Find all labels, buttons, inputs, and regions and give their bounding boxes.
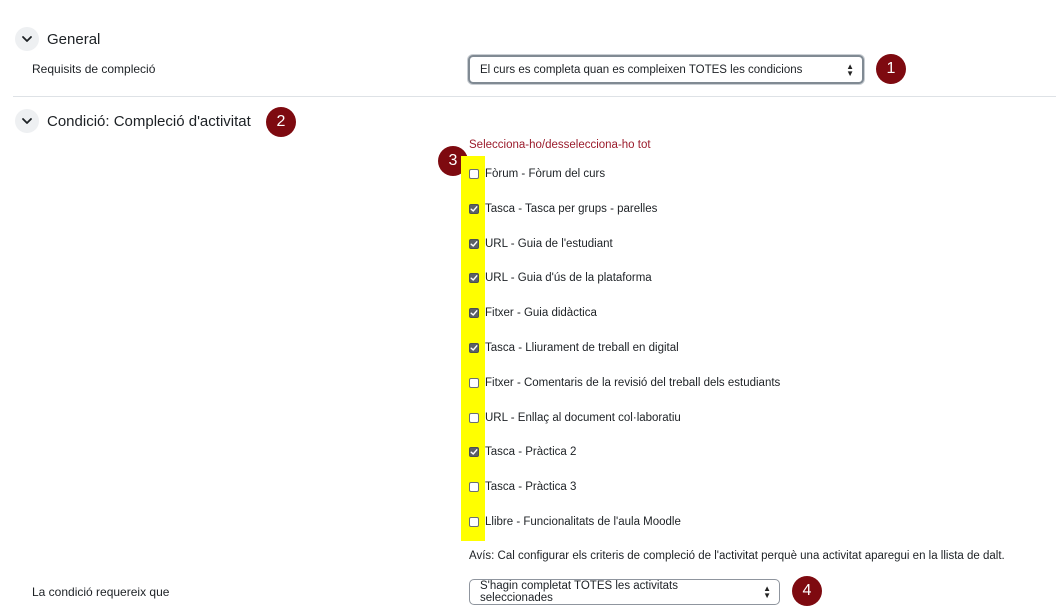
section-divider (13, 96, 1056, 97)
check-icon (470, 274, 478, 282)
condition-collapse-button[interactable] (15, 109, 39, 133)
activity-label: Fitxer - Guia didàctica (485, 307, 597, 320)
activity-checkbox[interactable] (469, 517, 479, 527)
activity-label: Tasca - Lliurament de treball en digital (485, 342, 679, 354)
completion-notice: Avís: Cal configurar els criteris de compleció de l'activitat perquè una activitat aparegui en la llista de dalt. (469, 550, 1005, 562)
activity-label: URL - Guia d'ús de la plataforma (485, 272, 652, 285)
activity-checkbox[interactable] (469, 413, 479, 423)
condition-section-header (15, 109, 251, 133)
activity-checkbox[interactable] (469, 169, 479, 179)
activity-label: Tasca - Tasca per grups - parelles (485, 202, 658, 215)
callout-badge-2: 2 (266, 107, 296, 137)
activity-label: Llibre - Funcionalitats de l'aula Moodle (485, 516, 681, 528)
activity-checkbox[interactable] (469, 378, 479, 388)
activity-label: URL - Guia de l'estudiant (485, 237, 613, 250)
completion-requirements-select[interactable] (468, 55, 864, 84)
activity-checkbox[interactable] (469, 343, 479, 353)
activity-label: Tasca - Pràctica 3 (485, 481, 577, 494)
activity-label: Fitxer - Comentaris de la revisió del treball dels estudiants (485, 376, 781, 389)
completion-requirements-label: Requisits de compleció (32, 62, 156, 76)
activity-row[interactable] (469, 303, 597, 323)
activity-row[interactable] (469, 164, 605, 184)
activity-checkbox[interactable] (469, 204, 479, 214)
condition-requires-value: S'hagin completat TOTES les activitats seleccionades (480, 580, 678, 604)
activity-row[interactable] (469, 373, 780, 393)
select-all-link[interactable]: Selecciona-ho/desselecciona-ho tot (469, 139, 651, 151)
check-icon (470, 205, 478, 213)
up-down-arrows-icon: ▲ ▼ (846, 61, 854, 78)
check-icon (470, 240, 478, 248)
activity-label: Fòrum - Fòrum del curs (485, 168, 606, 180)
condition-section-title: Condició: Compleció d'activitat (47, 112, 251, 130)
activity-row[interactable] (469, 199, 657, 219)
activity-row[interactable] (469, 268, 652, 288)
callout-badge-3: 3 (438, 146, 468, 176)
activity-row[interactable] (469, 512, 681, 532)
check-icon (470, 448, 478, 456)
activity-row[interactable] (469, 477, 576, 497)
activity-row[interactable] (469, 442, 576, 462)
activity-checkbox[interactable] (469, 273, 479, 283)
check-icon (470, 309, 478, 317)
activity-checkbox[interactable] (469, 308, 479, 318)
general-section-title: General (47, 30, 101, 48)
activity-checkbox[interactable] (469, 447, 479, 457)
callout-badge-1: 1 (876, 54, 906, 84)
chevron-down-icon (20, 114, 34, 128)
callout-badge-4: 4 (792, 576, 822, 606)
activity-checkbox[interactable] (469, 482, 479, 492)
up-down-arrows-icon: ▲ ▼ (763, 584, 771, 600)
condition-requires-label: La condició requereix que (32, 585, 170, 599)
general-collapse-button[interactable] (15, 27, 39, 51)
activity-label: URL - Enllaç al document col·laboratiu (485, 411, 681, 424)
activity-row[interactable] (469, 338, 679, 358)
completion-requirements-value: El curs es completa quan es compleixen TOTES les condicions (480, 63, 803, 76)
activity-row[interactable] (469, 408, 681, 428)
activity-checkbox[interactable] (469, 239, 479, 249)
general-section-header (15, 27, 100, 51)
check-icon (470, 344, 478, 352)
activity-label: Tasca - Pràctica 2 (485, 446, 577, 459)
activity-row[interactable] (469, 234, 613, 254)
chevron-down-icon (20, 32, 34, 46)
condition-requires-select[interactable] (469, 579, 780, 605)
